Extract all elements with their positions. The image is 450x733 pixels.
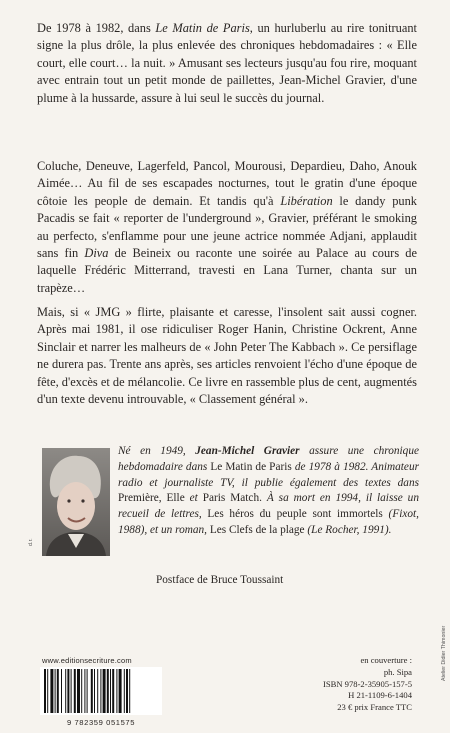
barcode-bar xyxy=(77,669,80,713)
text-run: De 1978 à 1982, dans xyxy=(37,21,156,35)
barcode-bar xyxy=(84,669,85,713)
barcode-bar xyxy=(103,669,106,713)
publisher-website: www.editionsecriture.com xyxy=(42,656,132,665)
text-run: Première, Elle xyxy=(118,492,185,505)
back-cover-paragraph-2 xyxy=(37,158,417,297)
barcode-bar xyxy=(47,669,48,713)
text-run: Mais, si « JMG » flirte, plaisante et caresse, l'insolent sait aussi cogner. Après mai 1981, il ose ridiculiser Roger Hanin, Christine Ockrent, Anne Sinclair et narrer les malheurs de « John Peter The Kabbach ». Ce persiflage ne durera pas. Trente ans après, ses articles renvoient l'écho d'une époque de fête, d'excès et de mélancolie. Ce livre en rassemble plus de cent, augmentés d'un texte devenu introuvable, « Classement général ». xyxy=(37,305,417,407)
cover-credit-label: en couverture : xyxy=(360,655,412,665)
author-biography xyxy=(118,444,419,539)
text-run: assure une chronique hebdomadaire dans xyxy=(118,445,419,473)
barcode-bar xyxy=(91,669,93,713)
barcode-bar xyxy=(126,669,128,713)
barcode-bar xyxy=(81,669,82,713)
text-run: Les héros du peuple sont immortels xyxy=(207,508,383,521)
barcode-bar xyxy=(116,669,117,713)
back-cover-paragraph-3 xyxy=(37,304,417,408)
barcode-bar xyxy=(50,669,53,713)
isbn-barcode xyxy=(40,667,162,715)
text-run: , un hurluberlu au rire tonitruant signe la plus drôle, la plus enlevée des chroniques hebdomadaires : « Elle court, elle court… la nuit. » Amusant ses lecteurs jusqu'au fou rire, moquant avec entrain tout un petit monde de paillettes, Jean-Michel Gravier, d'une plume à la hussarde, assure à lui seul le succès du journal. xyxy=(37,21,417,105)
barcode-bar xyxy=(44,669,46,713)
text-run: Coluche, Deneuve, Lagerfeld, Pancol, Mourousi, Depardieu, Daho, Anouk Aimée… Au fil de ses escapades nocturnes, tout le gratin d'une époque côtoie les people de demain. Et tandis qu'à xyxy=(37,159,417,208)
barcode-bar xyxy=(65,669,66,713)
photo-credit: d.r. xyxy=(28,538,34,546)
author-photo xyxy=(42,448,110,556)
barcode-bar xyxy=(67,669,69,713)
text-run: de 1978 à 1982. Animateur radio et journaliste TV, il publie également des textes dans xyxy=(118,460,419,489)
barcode-bar xyxy=(112,669,114,713)
text-run: (Le Rocher, 1991). xyxy=(304,523,392,536)
text-run: Le Matin de Paris xyxy=(155,21,250,35)
barcode-bar xyxy=(100,669,101,713)
barcode-bar xyxy=(129,669,130,713)
product-code: H 21-1109-6-1404 xyxy=(348,690,412,701)
text-run: Diva xyxy=(84,246,109,261)
text-run: Jean-Michel Gravier xyxy=(195,445,300,457)
text-run: le dandy punk Pacadis se fait « reporter de l'underground », Gravier, préférant le smoking au perfecto, s'enflamme pour une jeune actrice nommée Adjani, applaudit sans fin xyxy=(37,193,417,261)
text-run: de Beineix ou raconte une soirée au Palace au cours de laquelle Frédéric Mitterrand, travesti en Lana Turner, chanta sur un trapèze… xyxy=(37,246,417,295)
barcode-bar xyxy=(124,669,125,713)
barcode-bar xyxy=(71,669,72,713)
barcode-bar xyxy=(57,669,59,713)
design-credit: Atelier Didier Thimonier xyxy=(441,625,447,681)
text-run: et xyxy=(184,492,203,505)
back-cover-paragraph-1 xyxy=(37,20,417,107)
text-run: Né en 1949, xyxy=(118,445,196,457)
barcode-bar xyxy=(107,669,109,713)
barcode-bar xyxy=(55,669,56,713)
barcode-bar xyxy=(87,669,88,713)
price: 23 € prix France TTC xyxy=(337,702,412,713)
barcode-bar xyxy=(74,669,76,713)
text-run: À sa mort en 1994, il laisse un recueil de lettres, xyxy=(118,492,419,521)
publisher-info xyxy=(323,655,412,714)
text-run: Libération xyxy=(280,193,333,208)
isbn-barcode-digits: 9 782359 051575 xyxy=(66,718,136,727)
text-run: Paris Match. xyxy=(202,492,262,505)
text-run: Le Matin de Paris xyxy=(210,460,292,473)
barcode-bar xyxy=(97,669,98,713)
text-run: Les Clefs de la plage xyxy=(209,523,305,536)
barcode-bar xyxy=(119,669,122,713)
text-run: (Fixot, 1988), et un roman, xyxy=(118,508,419,536)
isbn-number: ISBN 978-2-35905-157-5 xyxy=(322,678,412,689)
barcode-bar xyxy=(94,669,95,713)
barcode-bar xyxy=(110,669,111,713)
cover-photo-credit: ph. Sipa xyxy=(383,666,412,677)
barcode-bar xyxy=(61,669,62,713)
postface-credit: Postface de Bruce Toussaint xyxy=(156,574,284,586)
